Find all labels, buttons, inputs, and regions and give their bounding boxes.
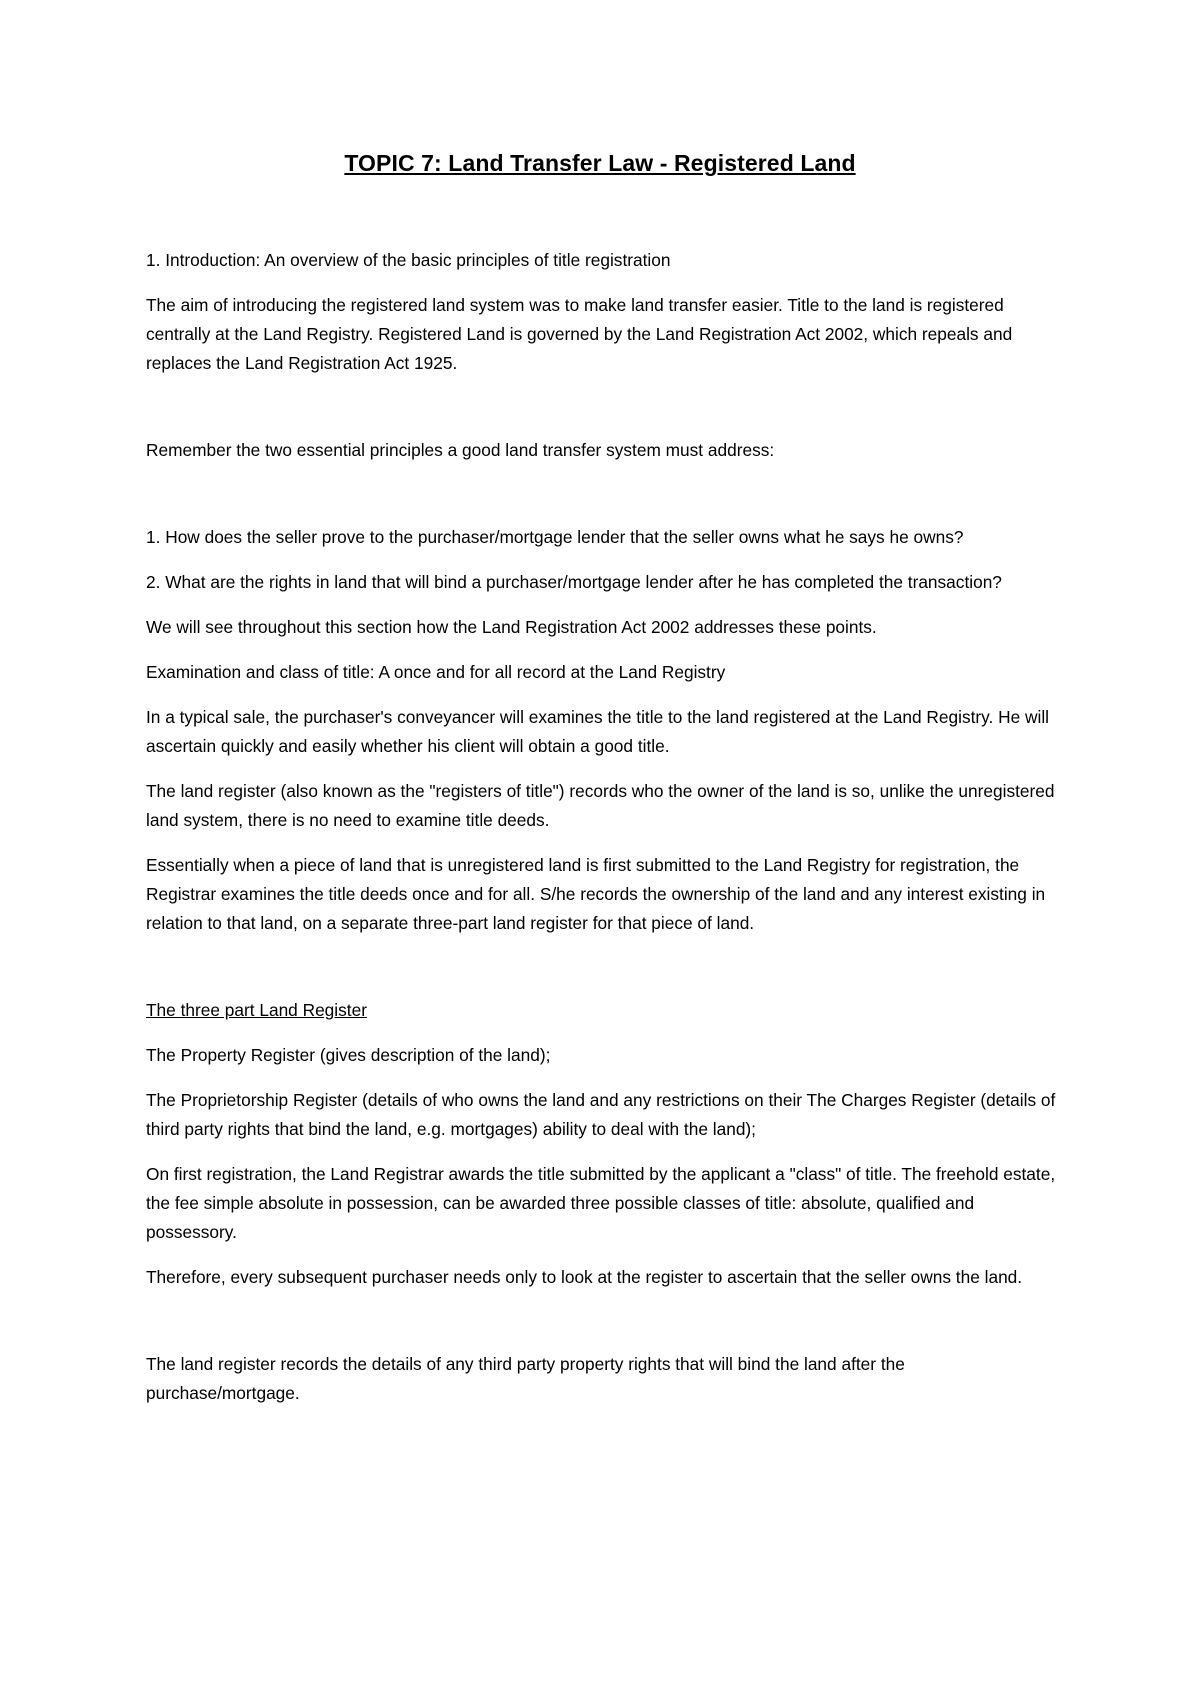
section-heading-introduction: 1. Introduction: An overview of the basic principles of title registration	[146, 250, 671, 270]
page-title: TOPIC 7: Land Transfer Law - Registered Land	[344, 150, 856, 176]
list-item-principle-2: 2. What are the rights in land that will bind a purchaser/mortgage lender after he has completed the transaction?	[146, 572, 1002, 592]
paragraph-remember: Remember the two essential principles a good land transfer system must address:	[146, 440, 775, 460]
paragraph-third-party-rights: The land register records the details of any third party property rights that will bind the land after the purchase/mortgage.	[146, 1354, 905, 1403]
paragraph-aim: The aim of introducing the registered land system was to make land transfer easier. Title to the land is registered centrally at the Land Registry. Registered Land is governed by the Land Registration Act 2002, which repeals and replaces the Land Registration Act 1925.	[146, 295, 1013, 373]
list-item-principle-1: 1. How does the seller prove to the purchaser/mortgage lender that the seller owns what he says he owns?	[146, 527, 964, 547]
paragraph-property-register: The Property Register (gives description of the land);	[146, 1045, 551, 1065]
section-heading-three-part-register: The three part Land Register	[146, 1000, 367, 1020]
document-body	[146, 246, 1058, 1424]
section-heading-examination: Examination and class of title: A once and for all record at the Land Registry	[146, 662, 726, 682]
paragraph-typical-sale: In a typical sale, the purchaser's conveyancer will examines the title to the land registered at the Land Registry. He will ascertain quickly and easily whether his client will obtain a good title.	[146, 707, 1050, 756]
paragraph-first-registration: On first registration, the Land Registrar awards the title submitted by the applicant a "class" of title. The freehold estate, the fee simple absolute in possession, can be awarded three possible classes of title: absolute, qualified and possessory.	[146, 1164, 1056, 1242]
paragraph-we-will-see: We will see throughout this section how the Land Registration Act 2002 addresses these points.	[146, 617, 877, 637]
paragraph-therefore: Therefore, every subsequent purchaser needs only to look at the register to ascertain that the seller owns the land.	[146, 1267, 1023, 1287]
paragraph-essentially: Essentially when a piece of land that is unregistered land is first submitted to the Land Registry for registration, the Registrar examines the title deeds once and for all. S/he records the ownership of the land and any interest existing in relation to that land, on a separate three-part land register for that piece of land.	[146, 855, 1046, 933]
paragraph-land-register: The land register (also known as the "registers of title") records who the owner of the land is so, unlike the unregistered land system, there is no need to examine title deeds.	[146, 781, 1055, 830]
paragraph-proprietorship-register: The Proprietorship Register (details of who owns the land and any restrictions on their The Charges Register (details of third party rights that bind the land, e.g. mortgages) ability to deal with the land);	[146, 1090, 1056, 1139]
